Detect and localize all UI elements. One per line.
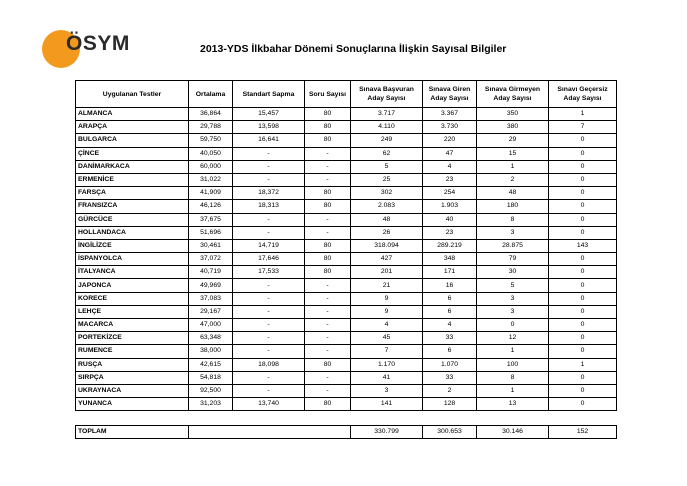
page-title: 2013-YDS İlkbahar Dönemi Sonuçlarına İlişkin Sayısal Bilgiler xyxy=(200,43,507,55)
table-row xyxy=(76,239,617,252)
total-applicants: 330.799 xyxy=(351,426,423,439)
osym-logo xyxy=(42,26,142,76)
value-cell: 1.903 xyxy=(423,200,477,213)
value-cell: 1.170 xyxy=(351,358,423,371)
value-cell: 350 xyxy=(477,108,549,121)
value-cell: 80 xyxy=(305,266,351,279)
column-header: Soru Sayısı xyxy=(305,81,351,108)
test-name-cell: FARSÇA xyxy=(76,187,189,200)
value-cell: 23 xyxy=(423,173,477,186)
test-name-cell: GÜRCÜCE xyxy=(76,213,189,226)
table-row xyxy=(76,253,617,266)
value-cell: 4 xyxy=(423,160,477,173)
value-cell: 0 xyxy=(549,384,617,397)
value-cell: 8 xyxy=(477,371,549,384)
table-row xyxy=(76,332,617,345)
value-cell: 0 xyxy=(549,292,617,305)
value-cell: 1 xyxy=(549,108,617,121)
value-cell: - xyxy=(305,213,351,226)
value-cell: 60,000 xyxy=(189,160,233,173)
value-cell: 2.083 xyxy=(351,200,423,213)
value-cell: 1 xyxy=(477,384,549,397)
value-cell: 0 xyxy=(549,253,617,266)
value-cell: 13,740 xyxy=(233,398,305,411)
value-cell: - xyxy=(305,305,351,318)
value-cell: 40,719 xyxy=(189,266,233,279)
value-cell: 3.367 xyxy=(423,108,477,121)
value-cell: 8 xyxy=(477,213,549,226)
column-header: Standart Sapma xyxy=(233,81,305,108)
table-row xyxy=(76,279,617,292)
total-absent: 30.146 xyxy=(477,426,549,439)
value-cell: - xyxy=(305,226,351,239)
value-cell: 16,641 xyxy=(233,134,305,147)
results-table xyxy=(75,80,617,411)
value-cell: 47 xyxy=(423,147,477,160)
value-cell: 302 xyxy=(351,187,423,200)
value-cell: 4 xyxy=(423,319,477,332)
value-cell: 31,203 xyxy=(189,398,233,411)
table-row xyxy=(76,226,617,239)
value-cell: 80 xyxy=(305,108,351,121)
value-cell: 18,372 xyxy=(233,187,305,200)
value-cell: - xyxy=(305,173,351,186)
value-cell: 33 xyxy=(423,332,477,345)
column-header: Sınava Başvuran Aday Sayısı xyxy=(351,81,423,108)
value-cell: 254 xyxy=(423,187,477,200)
table-header-row xyxy=(76,81,617,108)
value-cell: 17,533 xyxy=(233,266,305,279)
total-label: TOPLAM xyxy=(76,426,189,439)
test-name-cell: ÇİNCE xyxy=(76,147,189,160)
value-cell: 6 xyxy=(423,292,477,305)
value-cell: 36,864 xyxy=(189,108,233,121)
table-row xyxy=(76,305,617,318)
value-cell: 0 xyxy=(549,319,617,332)
test-name-cell: İTALYANCA xyxy=(76,266,189,279)
table-row xyxy=(76,319,617,332)
table-row xyxy=(76,358,617,371)
value-cell: - xyxy=(233,173,305,186)
test-name-cell: ARAPÇA xyxy=(76,121,189,134)
column-header: Sınava Girmeyen Aday Sayısı xyxy=(477,81,549,108)
value-cell: 6 xyxy=(423,305,477,318)
value-cell: 0 xyxy=(549,134,617,147)
value-cell: 79 xyxy=(477,253,549,266)
value-cell: 42,615 xyxy=(189,358,233,371)
table-row xyxy=(76,121,617,134)
value-cell: 1 xyxy=(477,345,549,358)
value-cell: 23 xyxy=(423,226,477,239)
value-cell: - xyxy=(233,292,305,305)
value-cell: - xyxy=(233,345,305,358)
value-cell: - xyxy=(233,147,305,160)
value-cell: 37,083 xyxy=(189,292,233,305)
value-cell: - xyxy=(233,332,305,345)
value-cell: 29,788 xyxy=(189,121,233,134)
value-cell: 9 xyxy=(351,305,423,318)
value-cell: 5 xyxy=(477,279,549,292)
value-cell: 9 xyxy=(351,292,423,305)
value-cell: 6 xyxy=(423,345,477,358)
value-cell: 143 xyxy=(549,239,617,252)
test-name-cell: RUMENCE xyxy=(76,345,189,358)
value-cell: 26 xyxy=(351,226,423,239)
value-cell: - xyxy=(233,384,305,397)
value-cell: - xyxy=(233,213,305,226)
value-cell: 0 xyxy=(549,371,617,384)
value-cell: 48 xyxy=(477,187,549,200)
value-cell: 30 xyxy=(477,266,549,279)
value-cell: 3 xyxy=(477,292,549,305)
test-name-cell: İNGİLİZCE xyxy=(76,239,189,252)
value-cell: - xyxy=(233,226,305,239)
value-cell: 171 xyxy=(423,266,477,279)
value-cell: 17,646 xyxy=(233,253,305,266)
value-cell: 18,313 xyxy=(233,200,305,213)
value-cell: 18,098 xyxy=(233,358,305,371)
value-cell: 380 xyxy=(477,121,549,134)
value-cell: 100 xyxy=(477,358,549,371)
test-name-cell: RUSÇA xyxy=(76,358,189,371)
value-cell: 80 xyxy=(305,239,351,252)
value-cell: - xyxy=(233,160,305,173)
test-name-cell: SIRPÇA xyxy=(76,371,189,384)
table-row xyxy=(76,292,617,305)
value-cell: 30,461 xyxy=(189,239,233,252)
table-row xyxy=(76,187,617,200)
value-cell: 28.875 xyxy=(477,239,549,252)
column-header: Ortalama xyxy=(189,81,233,108)
value-cell: - xyxy=(305,384,351,397)
value-cell: 16 xyxy=(423,279,477,292)
value-cell: 29,167 xyxy=(189,305,233,318)
value-cell: 0 xyxy=(549,305,617,318)
value-cell: 62 xyxy=(351,147,423,160)
value-cell: 5 xyxy=(351,160,423,173)
table-row xyxy=(76,200,617,213)
value-cell: 38,000 xyxy=(189,345,233,358)
value-cell: 0 xyxy=(549,279,617,292)
value-cell: 40,050 xyxy=(189,147,233,160)
value-cell: 49,969 xyxy=(189,279,233,292)
value-cell: - xyxy=(305,345,351,358)
value-cell: 3 xyxy=(477,226,549,239)
value-cell: 0 xyxy=(477,319,549,332)
value-cell: - xyxy=(233,319,305,332)
table-row xyxy=(76,213,617,226)
value-cell: 249 xyxy=(351,134,423,147)
value-cell: 54,818 xyxy=(189,371,233,384)
table-row xyxy=(76,160,617,173)
value-cell: 0 xyxy=(549,173,617,186)
value-cell: - xyxy=(233,305,305,318)
value-cell: - xyxy=(233,371,305,384)
value-cell: - xyxy=(305,292,351,305)
value-cell: 3.717 xyxy=(351,108,423,121)
value-cell: 7 xyxy=(351,345,423,358)
value-cell: 80 xyxy=(305,200,351,213)
value-cell: 13,598 xyxy=(233,121,305,134)
value-cell: 141 xyxy=(351,398,423,411)
value-cell: 0 xyxy=(549,160,617,173)
table-row xyxy=(76,134,617,147)
value-cell: 40 xyxy=(423,213,477,226)
value-cell: - xyxy=(305,279,351,292)
test-name-cell: ERMENİCE xyxy=(76,173,189,186)
table-row xyxy=(76,147,617,160)
value-cell: 3 xyxy=(351,384,423,397)
value-cell: - xyxy=(305,319,351,332)
value-cell: 31,022 xyxy=(189,173,233,186)
test-name-cell: UKRAYNACA xyxy=(76,384,189,397)
value-cell: 80 xyxy=(305,358,351,371)
value-cell: - xyxy=(305,147,351,160)
value-cell: 4.110 xyxy=(351,121,423,134)
value-cell: 427 xyxy=(351,253,423,266)
value-cell: 29 xyxy=(477,134,549,147)
test-name-cell: İSPANYOLCA xyxy=(76,253,189,266)
value-cell: 25 xyxy=(351,173,423,186)
value-cell: 0 xyxy=(549,398,617,411)
value-cell: 0 xyxy=(549,226,617,239)
test-name-cell: FRANSIZCA xyxy=(76,200,189,213)
value-cell: 180 xyxy=(477,200,549,213)
value-cell: 46,126 xyxy=(189,200,233,213)
value-cell: 37,072 xyxy=(189,253,233,266)
value-cell: 80 xyxy=(305,121,351,134)
test-name-cell: KORECE xyxy=(76,292,189,305)
test-name-cell: PORTEKİZCE xyxy=(76,332,189,345)
column-header: Sınava Giren Aday Sayısı xyxy=(423,81,477,108)
value-cell: 0 xyxy=(549,345,617,358)
column-header: Sınavı Geçersiz Aday Sayısı xyxy=(549,81,617,108)
value-cell: 41 xyxy=(351,371,423,384)
value-cell: 3 xyxy=(477,305,549,318)
value-cell: 348 xyxy=(423,253,477,266)
value-cell: 59,750 xyxy=(189,134,233,147)
value-cell: 1.070 xyxy=(423,358,477,371)
test-name-cell: BULGARCA xyxy=(76,134,189,147)
value-cell: 0 xyxy=(549,213,617,226)
test-name-cell: DANİMARKACA xyxy=(76,160,189,173)
value-cell: 0 xyxy=(549,266,617,279)
value-cell: 21 xyxy=(351,279,423,292)
value-cell: 3.730 xyxy=(423,121,477,134)
value-cell: - xyxy=(305,332,351,345)
test-name-cell: HOLLANDACA xyxy=(76,226,189,239)
value-cell: - xyxy=(305,160,351,173)
value-cell: 2 xyxy=(423,384,477,397)
value-cell: 48 xyxy=(351,213,423,226)
value-cell: 0 xyxy=(549,200,617,213)
value-cell: 2 xyxy=(477,173,549,186)
logo-text: ÖSYM xyxy=(66,32,130,55)
value-cell: 13 xyxy=(477,398,549,411)
table-row xyxy=(76,384,617,397)
value-cell: 220 xyxy=(423,134,477,147)
value-cell: 80 xyxy=(305,134,351,147)
value-cell: 12 xyxy=(477,332,549,345)
table-row xyxy=(76,266,617,279)
table-row xyxy=(76,345,617,358)
table-row xyxy=(76,108,617,121)
total-attended: 300.653 xyxy=(423,426,477,439)
table-row xyxy=(76,371,617,384)
value-cell: 80 xyxy=(305,187,351,200)
test-name-cell: JAPONCA xyxy=(76,279,189,292)
value-cell: 41,909 xyxy=(189,187,233,200)
value-cell: 318.094 xyxy=(351,239,423,252)
value-cell: 14,719 xyxy=(233,239,305,252)
value-cell: 92,500 xyxy=(189,384,233,397)
value-cell: - xyxy=(233,279,305,292)
value-cell: - xyxy=(305,371,351,384)
value-cell: 51,696 xyxy=(189,226,233,239)
total-row xyxy=(76,426,617,439)
test-name-cell: YUNANCA xyxy=(76,398,189,411)
value-cell: 4 xyxy=(351,319,423,332)
value-cell: 1 xyxy=(477,160,549,173)
table-row xyxy=(76,173,617,186)
table-row xyxy=(76,398,617,411)
value-cell: 201 xyxy=(351,266,423,279)
total-invalid: 152 xyxy=(549,426,617,439)
value-cell: 15 xyxy=(477,147,549,160)
value-cell: 1 xyxy=(549,358,617,371)
value-cell: 47,000 xyxy=(189,319,233,332)
test-name-cell: MACARCA xyxy=(76,319,189,332)
value-cell: 37,675 xyxy=(189,213,233,226)
value-cell: 80 xyxy=(305,253,351,266)
value-cell: 15,457 xyxy=(233,108,305,121)
value-cell: 45 xyxy=(351,332,423,345)
column-header: Uygulanan Testler xyxy=(76,81,189,108)
test-name-cell: LEHÇE xyxy=(76,305,189,318)
value-cell: 80 xyxy=(305,398,351,411)
total-blank-cell xyxy=(189,426,351,439)
value-cell: 63,348 xyxy=(189,332,233,345)
test-name-cell: ALMANCA xyxy=(76,108,189,121)
value-cell: 0 xyxy=(549,187,617,200)
value-cell: 0 xyxy=(549,147,617,160)
value-cell: 33 xyxy=(423,371,477,384)
value-cell: 289.219 xyxy=(423,239,477,252)
total-table xyxy=(75,425,617,439)
value-cell: 7 xyxy=(549,121,617,134)
value-cell: 0 xyxy=(549,332,617,345)
value-cell: 128 xyxy=(423,398,477,411)
